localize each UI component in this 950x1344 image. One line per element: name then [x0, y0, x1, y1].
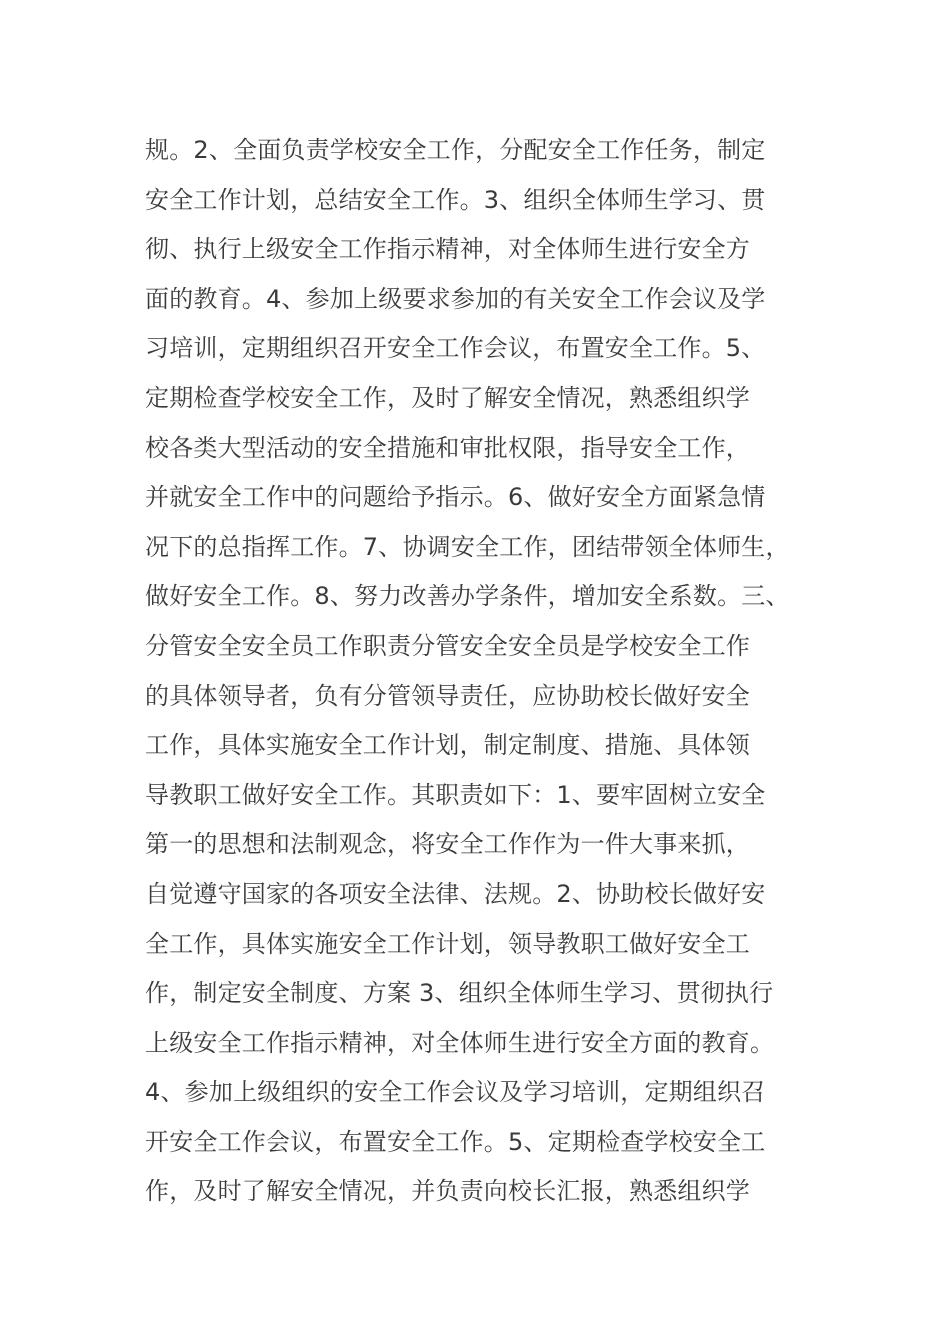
text-line: 习培训，定期组织召开安全工作会议，布置安全工作。5、: [145, 334, 766, 363]
text-line: 作，及时了解安全情况，并负责向校长汇报，熟悉组织学: [145, 1177, 750, 1206]
text-line: 规。2、全面负责学校安全工作，分配安全工作任务，制定: [145, 136, 766, 164]
text-line: 导教职工做好安全工作。其职责如下：1、要牢固树立安全: [145, 780, 766, 809]
text-line: 分管安全安全员工作职责分管安全安全员是学校安全工作: [145, 631, 750, 660]
text-line: 全工作，具体实施安全工作计划，领导教职工做好安全工: [145, 929, 750, 958]
text-line: 开安全工作会议，布置安全工作。5、定期检查学校安全工: [145, 1127, 766, 1156]
text-line: 况下的总指挥工作。7、协调安全工作，团结带领全体师生，: [145, 532, 790, 561]
text-line: 定期检查学校安全工作，及时了解安全情况，熟悉组织学: [145, 383, 750, 412]
text-line: 上级安全工作指示精神，对全体师生进行安全方面的教育。: [145, 1028, 775, 1057]
text-line: 面的教育。4、参加上级要求参加的有关安全工作会议及学: [145, 284, 766, 313]
body-text: [145, 126, 825, 1217]
text-line: 作，制定安全制度、方案 3、组织全体师生学习、贯彻执行: [145, 979, 774, 1008]
text-line: 校各类大型活动的安全措施和审批权限，指导安全工作，: [145, 433, 750, 462]
text-line: 自觉遵守国家的各项安全法律、法规。2、协助校长做好安: [145, 879, 766, 908]
text-line: 4、参加上级组织的安全工作会议及学习培训，定期组织召: [145, 1078, 766, 1107]
text-line: 并就安全工作中的问题给予指示。6、做好安全方面紧急情: [145, 483, 766, 512]
text-line: 的具体领导者，负有分管领导责任，应协助校长做好安全: [145, 681, 750, 710]
text-line: 彻、执行上级安全工作指示精神，对全体师生进行安全方: [145, 235, 750, 264]
text-line: 安全工作计划，总结安全工作。3、组织全体师生学习、贯: [145, 185, 766, 214]
text-line: 工作，具体实施安全工作计划，制定制度、措施、具体领: [145, 731, 750, 760]
text-line: 做好安全工作。8、努力改善办学条件，增加安全系数。三、: [145, 582, 790, 611]
text-line: 第一的思想和法制观念，将安全工作作为一件大事来抓，: [145, 830, 750, 859]
